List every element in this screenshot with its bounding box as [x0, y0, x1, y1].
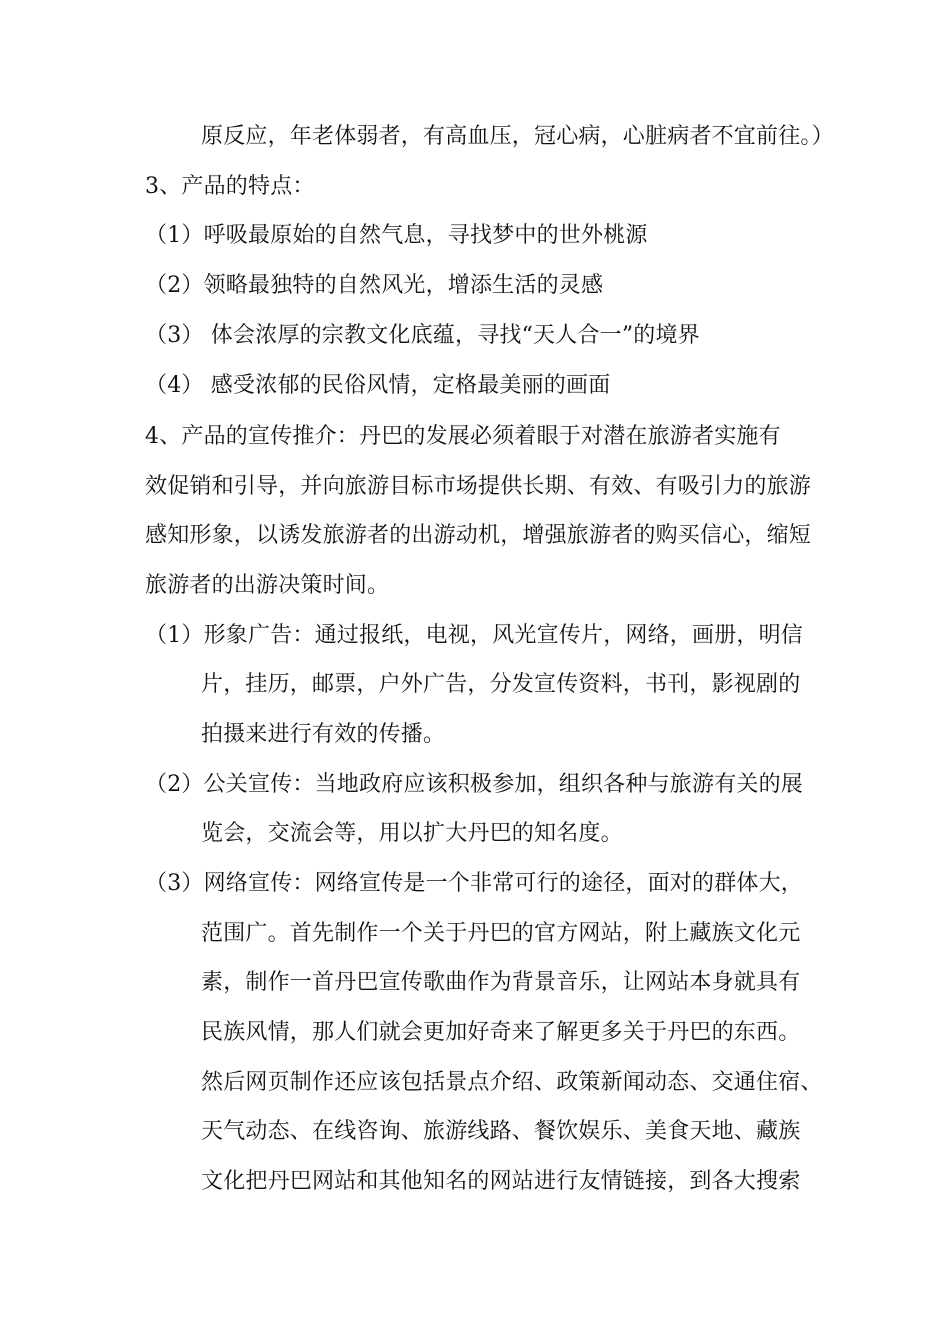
text-line: 览会，交流会等，用以扩大丹巴的知名度。 — [201, 821, 623, 846]
text-line: 旅游者的出游决策时间。 — [145, 573, 390, 598]
section-heading: 4、产品的宣传推介：丹巴的发展必须着眼于对潜在旅游者实施有 — [145, 424, 781, 449]
list-item: （3）网络宣传：网络宣传是一个非常可行的途径，面对的群体大， — [145, 871, 803, 896]
text-line: 片，挂历，邮票，户外广告，分发宣传资料，书刊，影视剧的 — [201, 672, 801, 697]
section-heading: 3、产品的特点： — [145, 174, 315, 199]
text-line: 感知形象，以诱发旅游者的出游动机，增强旅游者的购买信心，缩短 — [145, 523, 812, 548]
text-line: 原反应，年老体弱者，有高血压，冠心病，心脏病者不宜前往。） — [201, 124, 834, 149]
text-line: 民族风情，那人们就会更加好奇来了解更多关于丹巴的东西。 — [201, 1020, 801, 1045]
list-item: （2）领略最独特的自然风光，增添生活的灵感 — [145, 273, 604, 298]
text-line: 范围广。首先制作一个关于丹巴的官方网站，附上藏族文化元 — [201, 921, 801, 946]
list-item: （2）公关宣传：当地政府应该积极参加，组织各种与旅游有关的展 — [145, 772, 803, 797]
text-line: 然后网页制作还应该包括景点介绍、政策新闻动态、交通住宿、 — [201, 1070, 823, 1095]
list-item: （4） 感受浓郁的民俗风情，定格最美丽的画面 — [145, 373, 611, 398]
list-item: （1）呼吸最原始的自然气息，寻找梦中的世外桃源 — [145, 223, 648, 248]
text-line: 文化把丹巴网站和其他知名的网站进行友情链接，到各大搜索 — [201, 1169, 801, 1194]
list-item: （1）形象广告：通过报纸，电视，风光宣传片，网络，画册，明信 — [145, 623, 803, 648]
text-line: 效促销和引导，并向旅游目标市场提供长期、有效、有吸引力的旅游 — [145, 474, 812, 499]
text-line: 天气动态、在线咨询、旅游线路、餐饮娱乐、美食天地、藏族 — [201, 1119, 801, 1144]
text-line: 素，制作一首丹巴宣传歌曲作为背景音乐，让网站本身就具有 — [201, 970, 801, 995]
list-item: （3） 体会浓厚的宗教文化底蕴，寻找“天人合一”的境界 — [145, 323, 700, 348]
text-line: 拍摄来进行有效的传播。 — [201, 722, 446, 747]
